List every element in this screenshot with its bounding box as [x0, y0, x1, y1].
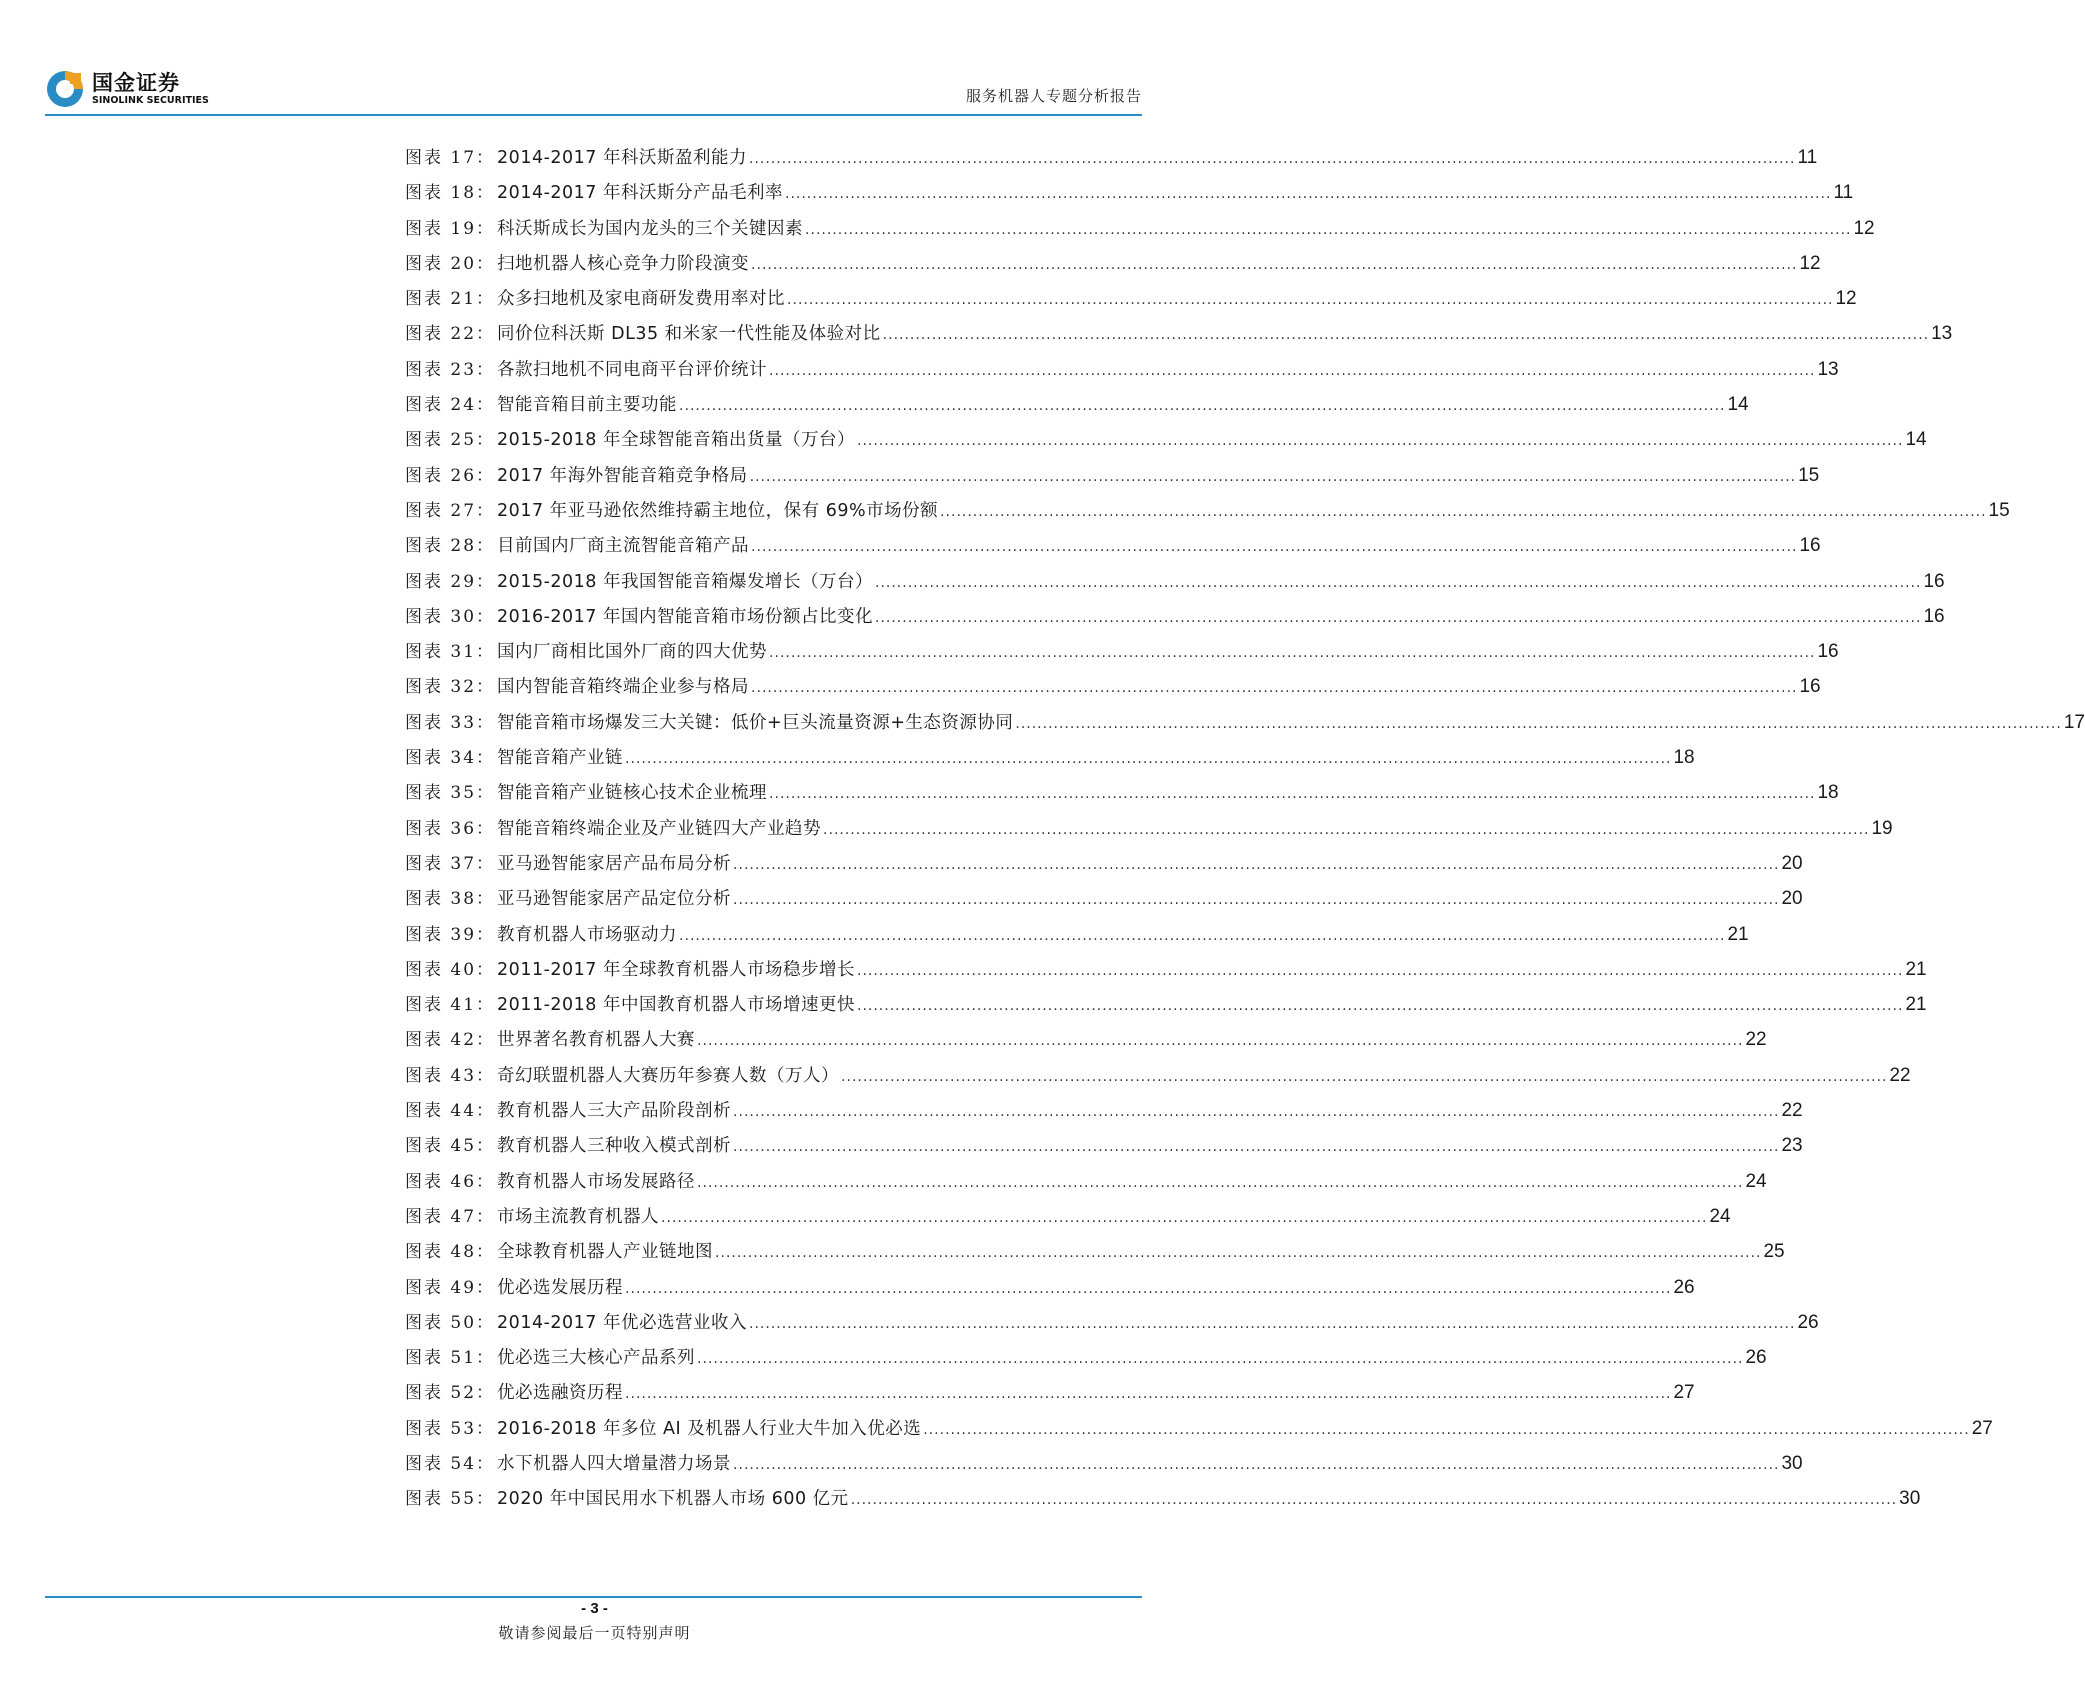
toc-entry-page-number: 24 — [1745, 1170, 1767, 1192]
toc-entry-separator: ： — [476, 571, 494, 592]
toc-entry-title: 同价位科沃斯 DL35 和米家一代性能及体验对比 — [497, 324, 881, 345]
toc-entry-page-number: 15 — [1988, 499, 2010, 521]
toc-entry-label: 图表 23 — [405, 359, 477, 380]
toc-entry-label: 图表 36 — [405, 818, 477, 839]
toc-entry[interactable] — [405, 1270, 1695, 1305]
toc-entry-title: 2020 年中国民用水下机器人市场 600 亿元 — [497, 1489, 849, 1510]
toc-entry-leader-dots — [715, 1236, 1761, 1271]
toc-entry-label: 图表 37 — [405, 853, 477, 874]
toc-entry-label: 图表 18 — [405, 183, 477, 204]
toc-entry-leader-dots — [697, 1342, 1743, 1377]
toc-entry-page-number: 13 — [1817, 358, 1839, 380]
toc-entry-label: 图表 38 — [405, 889, 477, 910]
toc-entry-leader-dots — [661, 1201, 1707, 1236]
toc-entry[interactable] — [405, 1340, 1767, 1375]
toc-entry-title: 全球教育机器人产业链地图 — [497, 1242, 714, 1263]
toc-entry-separator: ： — [476, 1383, 494, 1404]
toc-entry-page-number: 22 — [1781, 1100, 1803, 1122]
toc-entry-label: 图表 53 — [405, 1418, 477, 1439]
toc-entry-label: 图表 19 — [405, 218, 477, 239]
toc-entry[interactable] — [405, 811, 1893, 846]
toc-entry-separator: ： — [476, 183, 494, 204]
toc-entry-page-number: 14 — [1905, 429, 1927, 451]
toc-entry-page-number: 16 — [1799, 676, 1821, 698]
toc-entry-leader-dots — [749, 1307, 1795, 1342]
toc-entry-label: 图表 30 — [405, 606, 477, 627]
toc-entry-leader-dots — [883, 318, 1929, 353]
toc-entry[interactable] — [405, 1305, 1819, 1340]
toc-entry[interactable] — [405, 140, 1818, 175]
toc-entry-label: 图表 48 — [405, 1242, 477, 1263]
toc-entry-leader-dots — [679, 389, 1725, 424]
toc-entry-label: 图表 46 — [405, 1171, 477, 1192]
toc-entry-leader-dots — [823, 813, 1869, 848]
toc-entry-separator: ： — [476, 889, 494, 910]
toc-entry-leader-dots — [697, 1024, 1743, 1059]
toc-entry[interactable] — [405, 458, 1820, 493]
toc-entry-title: 教育机器人市场发展路径 — [497, 1171, 696, 1192]
toc-entry[interactable] — [405, 634, 1839, 669]
toc-entry-page-number: 16 — [1923, 570, 1945, 592]
toc-entry-separator: ： — [476, 1489, 494, 1510]
toc-entry-label: 图表 22 — [405, 324, 477, 345]
toc-entry-title: 2011-2017 年全球教育机器人市场稳步增长 — [497, 959, 855, 980]
toc-entry[interactable] — [405, 1446, 1803, 1481]
toc-entry-separator: ： — [476, 359, 494, 380]
toc-entry[interactable] — [405, 987, 1927, 1022]
toc-entry-separator: ： — [476, 853, 494, 874]
toc-entry-page-number: 27 — [1971, 1417, 1993, 1439]
toc-entry-leader-dots — [679, 919, 1725, 954]
toc-entry[interactable] — [405, 1375, 1695, 1410]
toc-entry-leader-dots — [805, 213, 1851, 248]
logo-english-name: SINOLINK SECURITIES — [92, 95, 209, 106]
toc-entry[interactable] — [405, 599, 1945, 634]
toc-entry-page-number: 12 — [1799, 252, 1821, 274]
toc-entry-page-number: 19 — [1871, 817, 1893, 839]
toc-entry[interactable] — [405, 1058, 1911, 1093]
toc-entry-leader-dots — [841, 1060, 1887, 1095]
toc-entry[interactable] — [405, 493, 2010, 528]
toc-entry-leader-dots — [751, 248, 1797, 283]
toc-entry-title: 智能音箱终端企业及产业链四大产业趋势 — [497, 818, 822, 839]
toc-entry-separator: ： — [476, 1348, 494, 1369]
toc-entry-title: 科沃斯成长为国内龙头的三个关键因素 — [497, 218, 804, 239]
toc-entry-separator: ： — [476, 677, 494, 698]
toc-entry-page-number: 26 — [1797, 1311, 1819, 1333]
toc-entry[interactable] — [405, 952, 1927, 987]
toc-entry-separator: ： — [476, 430, 494, 451]
toc-entry-page-number: 20 — [1781, 888, 1803, 910]
toc-entry-separator: ： — [476, 606, 494, 627]
toc-entry-label: 图表 32 — [405, 677, 477, 698]
toc-entry-leader-dots — [875, 566, 1921, 601]
toc-entry[interactable] — [405, 775, 1839, 810]
toc-entry-page-number: 21 — [1905, 958, 1927, 980]
toc-entry[interactable] — [405, 1199, 1731, 1234]
toc-entry-separator: ： — [476, 748, 494, 769]
toc-entry-separator: ： — [476, 395, 494, 416]
toc-entry-title: 2017 年亚马逊依然维持霸主地位，保有 69%市场份额 — [497, 500, 939, 521]
disclaimer-note: 敬请参阅最后一页特别声明 — [498, 1624, 691, 1642]
sinolink-logo-icon — [45, 69, 85, 109]
toc-entry-title: 优必选三大核心产品系列 — [497, 1348, 696, 1369]
toc-entry-label: 图表 27 — [405, 500, 477, 521]
toc-entry-title: 市场主流教育机器人 — [497, 1206, 660, 1227]
toc-entry-title: 智能音箱产业链 — [497, 748, 624, 769]
toc-entry-leader-dots — [733, 1448, 1779, 1483]
toc-entry-separator: ： — [476, 324, 494, 345]
toc-entry-label: 图表 33 — [405, 712, 477, 733]
toc-entry[interactable] — [405, 917, 1749, 952]
toc-entry-separator: ： — [476, 1206, 494, 1227]
toc-entry-separator: ： — [476, 1101, 494, 1122]
toc-entry-title: 智能音箱产业链核心技术企业梳理 — [497, 783, 768, 804]
toc-entry-page-number: 14 — [1727, 394, 1749, 416]
toc-entry-label: 图表 54 — [405, 1453, 477, 1474]
toc-entry-leader-dots — [940, 495, 1986, 530]
toc-entry-leader-dots — [733, 848, 1779, 883]
toc-entry-title: 智能音箱目前主要功能 — [497, 395, 678, 416]
toc-entry-label: 图表 17 — [405, 148, 477, 168]
toc-entry[interactable] — [405, 740, 1695, 775]
toc-entry-leader-dots — [769, 354, 1815, 389]
toc-entry[interactable] — [405, 1234, 1785, 1269]
toc-entry-label: 图表 31 — [405, 642, 477, 663]
toc-entry-label: 图表 47 — [405, 1206, 477, 1227]
toc-entry[interactable] — [405, 281, 1857, 316]
toc-entry-leader-dots — [923, 1413, 1969, 1448]
toc-entry-separator: ： — [476, 712, 494, 733]
toc-entry-title: 教育机器人三大产品阶段剖析 — [497, 1101, 732, 1122]
toc-entry-page-number: 17 — [2063, 711, 2085, 733]
toc-entry-page-number: 15 — [1798, 464, 1820, 486]
figure-table-of-contents — [405, 140, 2085, 1517]
toc-entry-leader-dots — [733, 1130, 1779, 1165]
toc-entry-separator: ： — [476, 289, 494, 310]
toc-entry[interactable] — [405, 246, 1821, 281]
toc-entry[interactable] — [405, 846, 1803, 881]
toc-entry-label: 图表 28 — [405, 536, 477, 557]
toc-entry-page-number: 25 — [1763, 1241, 1785, 1263]
toc-entry[interactable] — [405, 387, 1749, 422]
toc-entry-leader-dots — [1015, 707, 2061, 742]
toc-entry-title: 2015-2018 年全球智能音箱出货量（万台） — [497, 430, 855, 451]
toc-entry-page-number: 12 — [1853, 217, 1875, 239]
logo-chinese-name: 国金证券 — [92, 71, 180, 95]
toc-entry-title: 国内厂商相比国外厂商的四大优势 — [497, 642, 768, 663]
toc-entry-leader-dots — [625, 742, 1671, 777]
toc-entry[interactable] — [405, 1128, 1803, 1163]
toc-entry-page-number: 21 — [1905, 994, 1927, 1016]
toc-entry-title: 世界著名教育机器人大赛 — [497, 1030, 696, 1051]
toc-entry-leader-dots — [857, 424, 1903, 459]
toc-entry-leader-dots — [851, 1483, 1897, 1518]
page-number: - 3 - — [581, 1600, 608, 1617]
toc-entry-title: 2016-2017 年国内智能音箱市场份额占比变化 — [497, 606, 873, 627]
toc-entry-title: 优必选发展历程 — [497, 1277, 624, 1298]
toc-entry-label: 图表 44 — [405, 1101, 477, 1122]
toc-entry-label: 图表 40 — [405, 959, 477, 980]
toc-entry-leader-dots — [697, 1166, 1743, 1201]
toc-entry-separator: ： — [476, 148, 494, 168]
toc-entry-page-number: 18 — [1673, 747, 1695, 769]
toc-entry-page-number: 23 — [1781, 1135, 1803, 1157]
toc-entry-separator: ： — [476, 1030, 494, 1051]
toc-entry-title: 2017 年海外智能音箱竞争格局 — [497, 465, 748, 486]
toc-entry-separator: ： — [476, 783, 494, 804]
toc-entry-page-number: 27 — [1673, 1382, 1695, 1404]
toc-entry-leader-dots — [769, 636, 1815, 671]
toc-entry-separator: ： — [476, 959, 494, 980]
toc-entry-page-number: 16 — [1799, 535, 1821, 557]
header-divider — [45, 114, 1142, 116]
toc-entry-page-number: 24 — [1709, 1205, 1731, 1227]
toc-entry[interactable] — [405, 1164, 1767, 1199]
toc-entry-leader-dots — [785, 177, 1831, 212]
toc-entry-title: 众多扫地机及家电商研发费用率对比 — [497, 289, 786, 310]
toc-entry-page-number: 30 — [1781, 1452, 1803, 1474]
toc-entry-label: 图表 52 — [405, 1383, 477, 1404]
toc-entry[interactable] — [405, 881, 1803, 916]
toc-entry-leader-dots — [750, 460, 1796, 495]
toc-entry-page-number: 13 — [1931, 323, 1953, 345]
toc-entry-title: 各款扫地机不同电商平台评价统计 — [497, 359, 768, 380]
toc-entry-separator: ： — [476, 1453, 494, 1474]
toc-entry-page-number: 30 — [1899, 1488, 1921, 1510]
toc-entry-page-number: 22 — [1889, 1064, 1911, 1086]
toc-entry-page-number: 16 — [1923, 605, 1945, 627]
company-logo — [45, 66, 225, 110]
toc-entry-leader-dots — [769, 777, 1815, 812]
toc-entry-title: 水下机器人四大增量潜力场景 — [497, 1453, 732, 1474]
toc-entry-label: 图表 45 — [405, 1136, 477, 1157]
toc-entry[interactable] — [405, 1093, 1803, 1128]
toc-entry-leader-dots — [751, 671, 1797, 706]
toc-entry-leader-dots — [625, 1377, 1671, 1412]
toc-entry[interactable] — [405, 1411, 1993, 1446]
toc-entry-leader-dots — [625, 1272, 1671, 1307]
toc-entry-leader-dots — [733, 1095, 1779, 1130]
toc-entry-separator: ： — [476, 924, 494, 945]
toc-entry-separator: ： — [476, 253, 494, 274]
toc-entry-leader-dots — [751, 530, 1797, 565]
toc-entry-label: 图表 43 — [405, 1065, 477, 1086]
toc-entry-label: 图表 21 — [405, 289, 477, 310]
toc-entry-separator: ： — [476, 500, 494, 521]
toc-entry-label: 图表 29 — [405, 571, 477, 592]
toc-entry-title: 亚马逊智能家居产品定位分析 — [497, 889, 732, 910]
toc-entry[interactable] — [405, 528, 1821, 563]
toc-entry-label: 图表 49 — [405, 1277, 477, 1298]
toc-entry-title: 目前国内厂商主流智能音箱产品 — [497, 536, 750, 557]
toc-entry[interactable] — [405, 211, 1875, 246]
toc-entry[interactable] — [405, 422, 1927, 457]
toc-entry-label: 图表 55 — [405, 1489, 477, 1510]
toc-entry-separator: ： — [476, 218, 494, 239]
toc-entry-title: 亚马逊智能家居产品布局分析 — [497, 853, 732, 874]
toc-entry-title: 奇幻联盟机器人大赛历年参赛人数（万人） — [497, 1065, 840, 1086]
toc-entry-label: 图表 51 — [405, 1348, 477, 1369]
footer-divider — [45, 1596, 1142, 1598]
toc-entry-leader-dots — [857, 954, 1903, 989]
toc-entry-page-number: 16 — [1817, 641, 1839, 663]
toc-entry-label: 图表 42 — [405, 1030, 477, 1051]
toc-entry[interactable] — [405, 175, 1854, 210]
toc-entry[interactable] — [405, 669, 1821, 704]
toc-entry-separator: ： — [476, 1171, 494, 1192]
toc-entry-label: 图表 39 — [405, 924, 477, 945]
toc-entry-title: 优必选融资历程 — [497, 1383, 624, 1404]
toc-entry-label: 图表 35 — [405, 783, 477, 804]
toc-entry-title: 教育机器人三种收入模式剖析 — [497, 1136, 732, 1157]
toc-entry-leader-dots — [857, 989, 1903, 1024]
toc-entry-label: 图表 50 — [405, 1312, 477, 1333]
toc-entry-title: 2015-2018 年我国智能音箱爆发增长（万台） — [497, 571, 873, 592]
toc-entry-title: 2014-2017 年优必选营业收入 — [497, 1312, 747, 1333]
toc-entry-title: 智能音箱市场爆发三大关键：低价+巨头流量资源+生态资源协同 — [497, 712, 1014, 733]
toc-entry-title: 教育机器人市场驱动力 — [497, 924, 678, 945]
toc-entry-leader-dots — [875, 601, 1921, 636]
toc-entry-separator: ： — [476, 1277, 494, 1298]
toc-entry-label: 图表 41 — [405, 995, 477, 1016]
toc-entry-title: 2016-2018 年多位 AI 及机器人行业大牛加入优必选 — [497, 1418, 922, 1439]
toc-entry-label: 图表 24 — [405, 395, 477, 416]
toc-entry-title: 2014-2017 年科沃斯盈利能力 — [497, 148, 747, 168]
toc-entry-title: 2014-2017 年科沃斯分产品毛利率 — [497, 183, 783, 204]
toc-entry-page-number: 22 — [1745, 1029, 1767, 1051]
toc-entry-page-number: 20 — [1781, 852, 1803, 874]
toc-entry-label: 图表 25 — [405, 430, 477, 451]
toc-entry-title: 国内智能音箱终端企业参与格局 — [497, 677, 750, 698]
toc-entry-separator: ： — [476, 1136, 494, 1157]
toc-entry-separator: ： — [476, 1418, 494, 1439]
toc-entry-separator: ： — [476, 536, 494, 557]
toc-entry[interactable] — [405, 352, 1839, 387]
toc-entry-separator: ： — [476, 1065, 494, 1086]
toc-entry[interactable] — [405, 705, 2085, 740]
toc-entry-title: 扫地机器人核心竞争力阶段演变 — [497, 253, 750, 274]
toc-entry-label: 图表 26 — [405, 465, 477, 486]
toc-entry-label: 图表 20 — [405, 253, 477, 274]
toc-entry-page-number: 11 — [1833, 182, 1854, 204]
page-header — [45, 62, 1142, 114]
toc-entry[interactable] — [405, 1022, 1767, 1057]
toc-entry-page-number: 26 — [1673, 1276, 1695, 1298]
toc-entry-separator: ： — [476, 1242, 494, 1263]
toc-entry[interactable] — [405, 564, 1945, 599]
toc-entry-page-number: 18 — [1817, 782, 1839, 804]
toc-entry-separator: ： — [476, 995, 494, 1016]
toc-entry-title: 2011-2018 年中国教育机器人市场增速更快 — [497, 995, 855, 1016]
toc-entry-leader-dots — [733, 883, 1779, 918]
toc-entry-page-number: 21 — [1727, 923, 1749, 945]
toc-entry[interactable] — [405, 316, 1953, 351]
toc-entry-label: 图表 34 — [405, 748, 477, 769]
toc-entry-page-number: 11 — [1797, 147, 1818, 168]
toc-entry-separator: ： — [476, 642, 494, 663]
toc-entry-page-number: 26 — [1745, 1347, 1767, 1369]
toc-entry-leader-dots — [749, 142, 1795, 177]
report-title: 服务机器人专题分析报告 — [965, 87, 1142, 105]
toc-entry-separator: ： — [476, 1312, 494, 1333]
toc-entry-leader-dots — [787, 283, 1833, 318]
toc-entry-page-number: 12 — [1835, 288, 1857, 310]
toc-entry-separator: ： — [476, 818, 494, 839]
toc-entry[interactable] — [405, 1481, 1921, 1516]
toc-entry-separator: ： — [476, 465, 494, 486]
